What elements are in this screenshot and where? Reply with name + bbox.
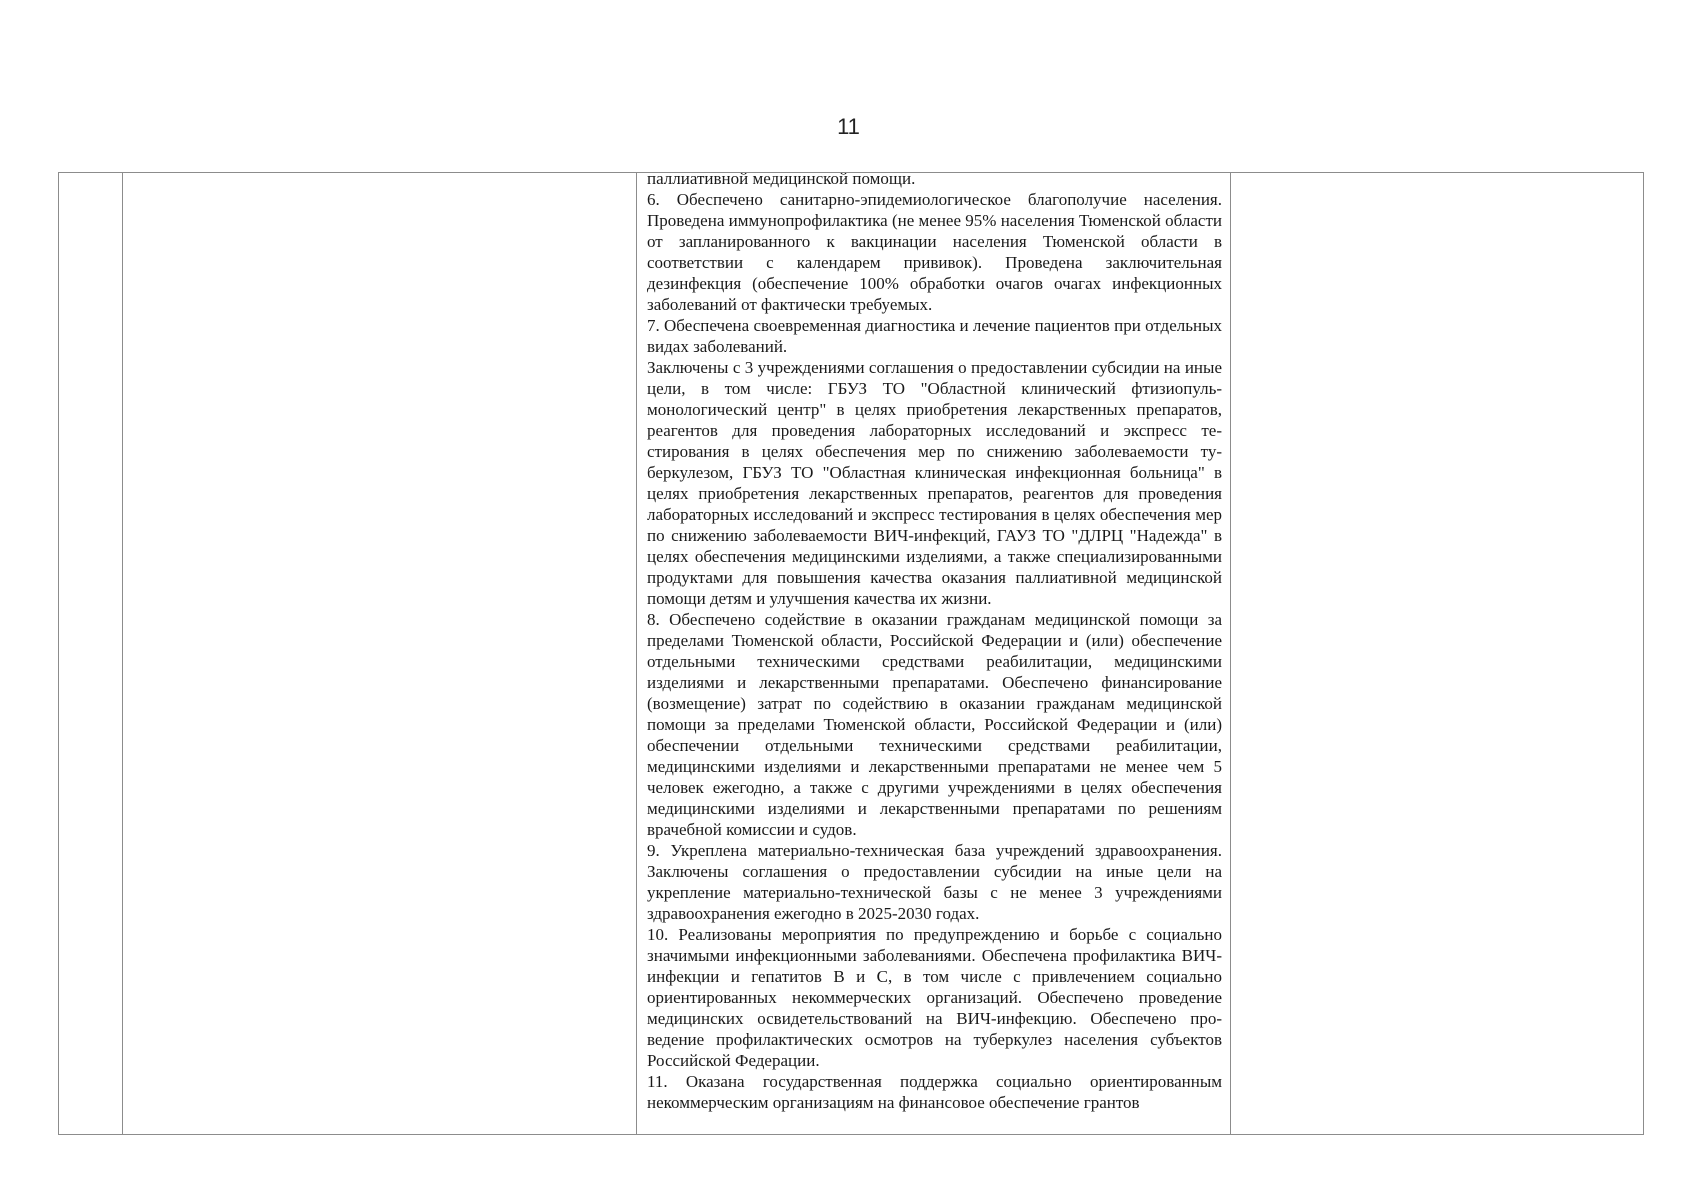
table-cell-results [637, 173, 1231, 1134]
paragraph-item-7: 7. Обеспечена своевременная диагностика и лечение пациентов при отдельных видах заболеваний. [647, 316, 1222, 356]
paragraph-item-6: 6. Обеспечено санитарно-эпидемиологическое благополучие населения. Проведена иммунопрофилактика (не менее 95% населения Тюменской области от запланированного к вакцинации населения Тюменской области в соответствии с календарем прививок). Проведена заключительная дезинфекция (обеспечение 100% обработки очагов очагах инфекционных заболеваний от фактически требуемых. [647, 190, 1222, 314]
paragraph-palliative: паллиативной медицинской помощи. [647, 173, 916, 188]
page-number: 11 [837, 114, 860, 139]
table-cell-task [123, 173, 637, 1134]
results-text [637, 173, 1230, 1113]
paragraph-item-10: 10. Реализованы мероприятия по предупреждению и борьбе с социально значимыми инфекционными заболеваниями. Обеспечена профилактика ВИЧ-инфекции и гепатитов В и С, в том числе с привлечением социально ориентированных некоммерческих организаций. Обеспечено проведение медицинских освидетельствований на ВИЧ-инфекцию. Обеспечено проведение профилактических осмотров на туберкулез населения субъектов Российской Федерации. [647, 925, 1222, 1070]
table-cell-notes [1231, 173, 1643, 1134]
paragraph-item-11: 11. Оказана государственная поддержка социально ориентированным некоммерческим организациям на финансовое обеспечение грантов [647, 1072, 1222, 1112]
paragraph-item-8: 8. Обеспечено содействие в оказании гражданам медицинской помощи за пределами Тюменской области, Российской Федерации и (или) обеспечение отдельными техническими средствами реабилитации, медицинскими изделиями и лекарственными препаратами. Обеспечено финансирование (возмещение) затрат по содействию в оказании гражданам медицинской помощи за пределами Тюменской области, Российской Федерации и (или) обеспечении отдельными техническими средствами реабилитации, медицинскими изделиями и лекарственными препаратами не менее чем 5 человек ежегодно, а также с другими учреждениями в целях обеспечения медицинскими изделиями и лекарственными препаратами по решениям врачебной комиссии и судов. [647, 610, 1222, 839]
paragraph-subsidies: Заключены с 3 учреждениями соглашения о предоставлении субсидии на иные цели, в том числе: ГБУЗ ТО "Областной клинический фтизиопульмонологический центр" в целях приобретения лекарственных препаратов, реагентов для проведения лабораторных исследований и экспресс тестирования в целях обеспечения мер по снижению заболеваемости туберкулезом, ГБУЗ ТО "Областная клиническая инфекционная больница" в целях приобретения лекарственных препаратов, реагентов для проведения лабораторных исследований и экспресс тестирования в целях обеспечения мер по снижению заболеваемости ВИЧ-инфекций, ГАУЗ ТО "ДЛРЦ "Надежда" в целях обеспечения медицинскими изделиями, а также специализированными продуктами для повышения качества оказания паллиативной медицинской помощи детям и улучшения качества их жизни. [647, 358, 1222, 608]
paragraph-item-9: 9. Укреплена материально-техническая база учреждений здравоохранения. Заключены соглашения о предоставлении субсидии на иные цели на укрепление материально-технической базы с не менее 3 учреждениями здравоохранения ежегодно в 2025-2030 годах. [647, 841, 1222, 923]
results-table [58, 172, 1644, 1135]
table-cell-number [59, 173, 123, 1134]
